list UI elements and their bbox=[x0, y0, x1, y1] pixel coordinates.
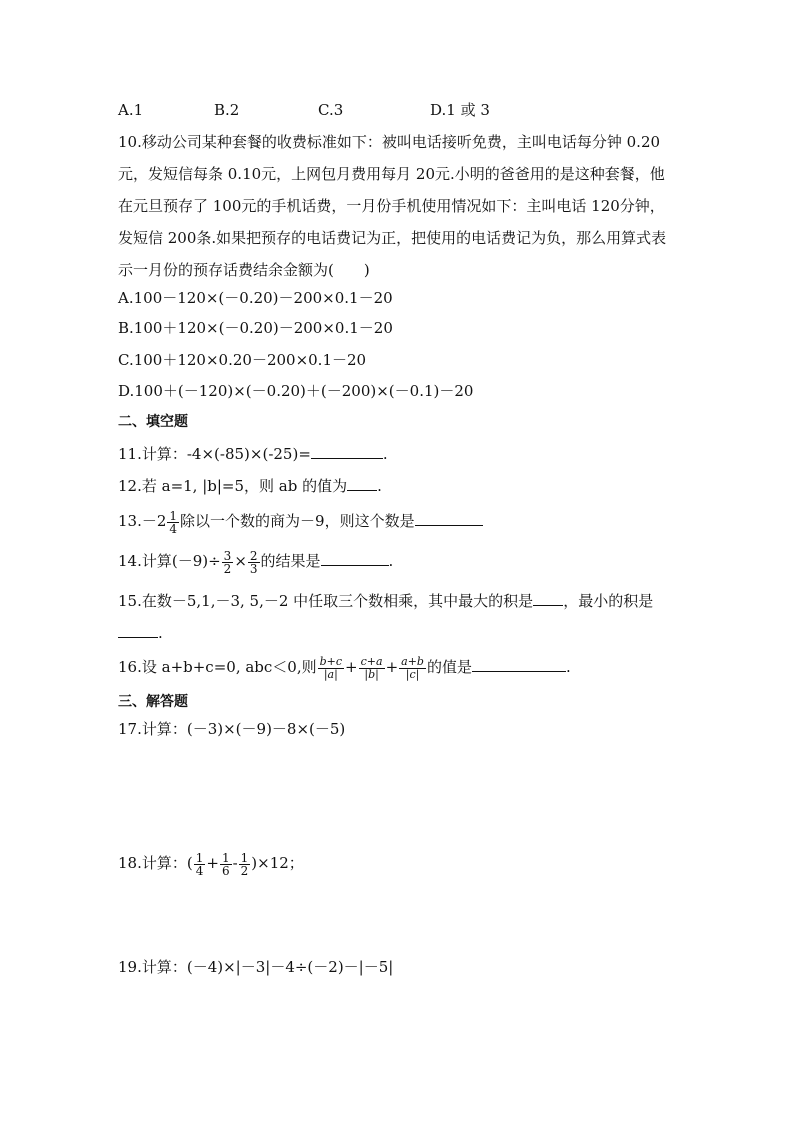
q9-option-b: B.2 bbox=[214, 101, 240, 119]
q16-answer-blank bbox=[472, 657, 566, 672]
q10-option-c: C.100＋120×0.20－200×0.1－20 bbox=[118, 351, 367, 369]
q10-text-line: 元，发短信每条 0.10元，上网包月费用每月 20元.小明的爸爸用的是这种套餐，他 bbox=[118, 165, 665, 183]
q10-text-line: 示一月份的预存话费结余金额为( ) bbox=[118, 261, 370, 279]
q13-answer-blank bbox=[415, 511, 483, 526]
q9-option-a: A.1 bbox=[118, 101, 144, 119]
q13-frac-den: 4 bbox=[169, 521, 178, 536]
q16-f2-den: |b| bbox=[364, 667, 379, 681]
q18-fraction-1 bbox=[194, 852, 206, 877]
q10-text-line: 在元旦预存了 100元的手机话费，一月份手机使用情况如下：主叫电话 120分钟， bbox=[118, 197, 665, 215]
q9-options bbox=[118, 100, 490, 120]
q16-post: 的值是 bbox=[426, 658, 472, 676]
section-title-solve: 三、解答题 bbox=[118, 694, 188, 710]
q18-f1-num: 1 bbox=[195, 850, 204, 865]
q18-f3-den: 2 bbox=[240, 863, 249, 878]
q14-fraction-2 bbox=[248, 550, 260, 575]
q15-line-2 bbox=[118, 623, 163, 643]
q15-text: 15.在数－5,1,－3, 5,－2 中任取三个数相乘，其中最大的积是 bbox=[118, 592, 534, 610]
q17: 17.计算：(－3)×(－9)－8×(－5) bbox=[118, 720, 346, 738]
q18-f2-den: 6 bbox=[221, 863, 230, 878]
q12-end: . bbox=[377, 477, 382, 495]
q13-post: 除以一个数的商为－9，则这个数是 bbox=[180, 512, 415, 530]
q16 bbox=[118, 650, 571, 684]
q10-text-line: 10.移动公司某种套餐的收费标准如下：被叫电话接听免费，主叫电话每分钟 0.20 bbox=[118, 133, 661, 151]
q18-f2-num: 1 bbox=[221, 850, 230, 865]
q13-pre: 13.－2 bbox=[118, 512, 167, 530]
q18-fraction-3 bbox=[239, 852, 251, 877]
q9-option-d: D.1 或 3 bbox=[430, 101, 490, 119]
q14-pre: 14.计算(－9)÷ bbox=[118, 552, 221, 570]
q16-fraction-1 bbox=[318, 656, 344, 681]
q10-option-b: B.100＋120×(－0.20)－200×0.1－20 bbox=[118, 319, 393, 337]
q10-text-line: 发短信 200条.如果把预存的电话费记为正，把使用的电话费记为负，那么用算式表 bbox=[118, 229, 667, 247]
q14-post: 的结果是 bbox=[260, 552, 321, 570]
q16-plus: + bbox=[385, 658, 399, 676]
q16-f1-den: |a| bbox=[323, 667, 338, 681]
q12-text: 12.若 a=1, |b|=5，则 ab 的值为 bbox=[118, 477, 348, 495]
q11 bbox=[118, 444, 388, 464]
q15-line-1 bbox=[118, 591, 653, 611]
q15-end: . bbox=[158, 624, 163, 642]
q16-f3-num: a+b bbox=[401, 654, 424, 668]
q14-fraction-1 bbox=[222, 550, 234, 575]
q18 bbox=[118, 846, 304, 880]
q16-f2-num: c+a bbox=[360, 654, 383, 668]
q13-fraction bbox=[167, 510, 179, 535]
q16-end: . bbox=[565, 658, 571, 676]
q16-f1-num: b+c bbox=[319, 654, 343, 668]
q16-pre: 16.设 a+b+c=0, abc＜0,则 bbox=[118, 658, 317, 676]
q10-option-d: D.100＋(－120)×(－0.20)＋(－200)×(－0.1)－20 bbox=[118, 382, 474, 400]
q12 bbox=[118, 476, 382, 496]
q9-option-c: C.3 bbox=[318, 101, 344, 119]
q18-minus: - bbox=[232, 854, 238, 872]
q16-f3-den: |c| bbox=[405, 667, 420, 681]
q15-mid: ，最小的积是 bbox=[563, 592, 654, 610]
q18-f3-num: 1 bbox=[240, 850, 249, 865]
q18-pre: 18.计算：( bbox=[118, 854, 193, 872]
q13-frac-num: 1 bbox=[169, 508, 178, 523]
q14-f1-den: 2 bbox=[223, 561, 232, 576]
q15-min-blank bbox=[118, 623, 158, 638]
q18-f1-den: 4 bbox=[195, 863, 204, 878]
q14-answer-blank bbox=[321, 551, 389, 566]
q14-times: × bbox=[234, 552, 247, 570]
q16-fraction-3 bbox=[399, 656, 426, 681]
q18-fraction-2 bbox=[220, 852, 232, 877]
q19: 19.计算：(－4)×|－3|－4÷(－2)－|－5| bbox=[118, 958, 394, 976]
q14-f1-num: 3 bbox=[223, 548, 232, 563]
q12-answer-blank bbox=[347, 476, 377, 491]
q11-end: . bbox=[382, 445, 388, 463]
q18-plus: + bbox=[206, 854, 219, 872]
q14-f2-den: 3 bbox=[249, 561, 258, 576]
q14 bbox=[118, 544, 393, 578]
section-title-fill-in: 二、填空题 bbox=[118, 414, 188, 430]
q16-fraction-2 bbox=[359, 656, 385, 681]
q14-end: . bbox=[388, 552, 394, 570]
q10-option-a: A.100－120×(－0.20)－200×0.1－20 bbox=[118, 289, 393, 307]
q18-post: )×12； bbox=[251, 854, 304, 872]
q14-f2-num: 2 bbox=[249, 548, 258, 563]
q11-answer-blank bbox=[311, 444, 383, 459]
q15-max-blank bbox=[533, 591, 563, 606]
q11-text: 11.计算：-4×(-85)×(-25)= bbox=[118, 445, 311, 463]
q16-plus: + bbox=[345, 658, 358, 676]
q13 bbox=[118, 504, 483, 538]
